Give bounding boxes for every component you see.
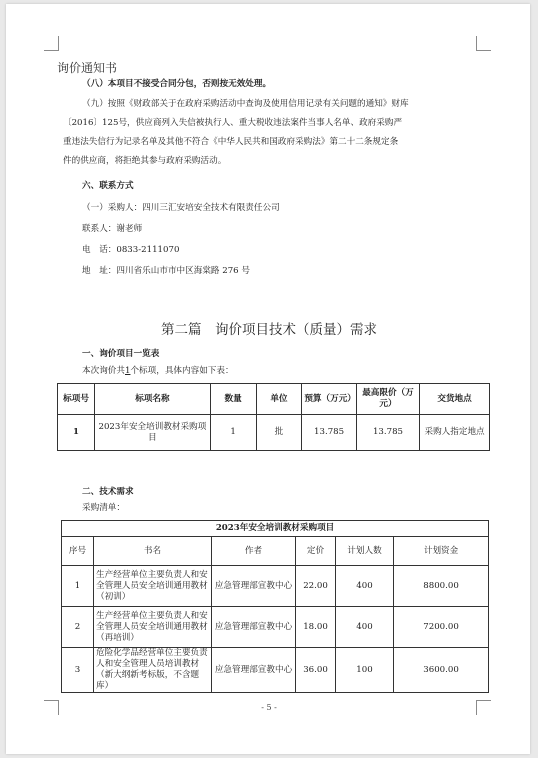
header-cell: 书名	[94, 537, 212, 566]
table-row	[62, 648, 489, 693]
contact-address: 地 址：四川省乐山市市中区海棠路 276 号	[82, 266, 250, 276]
section-1-intro: 本次询价共1个标项，具体内容如下表：	[82, 366, 234, 376]
header-cell: 最高限价（万元）	[356, 384, 419, 415]
table-caption: 2023年安全培训教材采购项目	[62, 521, 489, 537]
header-cell: 标项名称	[95, 384, 211, 415]
table-cell: 1	[210, 415, 256, 451]
table-cell: 8800.00	[394, 566, 489, 607]
page-number: - 5 -	[261, 703, 277, 712]
table-cell: 100	[336, 648, 394, 693]
table-cell: 22.00	[296, 566, 336, 607]
header-cell: 标项号	[58, 384, 95, 415]
contact-phone: 电 话：0833-2111070	[82, 245, 180, 255]
header-cell: 交货地点	[420, 384, 490, 415]
table-cell: 3	[62, 648, 94, 693]
clause-9-line-2: 〔2016〕125号，供应商列入失信被执行人、重大税收违法案件当事人名单、政府采购严	[63, 118, 403, 128]
clause-9-line-3: 重违法失信行为记录名单及其他不符合《中华人民共和国政府采购法》第二十二条规定条	[63, 137, 399, 147]
contact-buyer: （一）采购人：四川三汇安培安全技术有限责任公司	[82, 203, 280, 213]
header-cell: 数量	[210, 384, 256, 415]
header-cell: 定价	[296, 537, 336, 566]
procurement-list-table	[61, 520, 489, 693]
table-cell: 危险化学品经营单位主要负责人和安全管理人员培训教材（新大纲新考标版，不含题库）	[94, 648, 212, 693]
table-cell: 采购人指定地点	[420, 415, 490, 451]
crop-mark-top-right	[476, 36, 491, 51]
section-2-heading: 二、技术需求	[82, 487, 134, 497]
table-cell: 2	[62, 607, 94, 648]
table-cell: 应急管理部宣教中心	[212, 607, 296, 648]
procurement-list-label: 采购清单：	[82, 503, 125, 513]
table-cell: 2023年安全培训教材采购项目	[95, 415, 211, 451]
table-cell: 13.785	[356, 415, 419, 451]
part-title: 第二篇 询价项目技术（质量）需求	[161, 322, 377, 338]
table-row	[62, 566, 489, 607]
section-1-heading: 一、询价项目一览表	[82, 349, 160, 359]
clause-9-line-4: 件的供应商，将拒绝其参与政府采购活动。	[63, 156, 227, 166]
table-cell: 批	[256, 415, 302, 451]
table-header-row	[62, 537, 489, 566]
table-cell: 13.785	[302, 415, 357, 451]
header-cell: 单位	[256, 384, 302, 415]
table-cell: 生产经营单位主要负责人和安全管理人员安全培训通用教材（再培训）	[94, 607, 212, 648]
contact-heading: 六、联系方式	[82, 181, 134, 191]
crop-mark-top-left	[44, 36, 59, 51]
table-caption-row	[62, 521, 489, 537]
table-cell: 1	[58, 415, 95, 451]
contact-person: 联系人：谢老师	[82, 224, 143, 234]
clause-8: （八）本项目不接受合同分包，否则按无效处理。	[82, 79, 272, 89]
table-cell: 7200.00	[394, 607, 489, 648]
table-cell: 400	[336, 607, 394, 648]
table-cell: 应急管理部宣教中心	[212, 566, 296, 607]
header-cell: 计划人数	[336, 537, 394, 566]
header-cell: 预算（万元）	[302, 384, 357, 415]
table-cell: 18.00	[296, 607, 336, 648]
table-cell: 应急管理部宣教中心	[212, 648, 296, 693]
header-cell: 作者	[212, 537, 296, 566]
table-row	[62, 607, 489, 648]
header-cell: 序号	[62, 537, 94, 566]
table-cell: 36.00	[296, 648, 336, 693]
document-header: 询价通知书	[57, 61, 118, 75]
table-cell: 1	[62, 566, 94, 607]
clause-9-line-1: （九）按照《财政部关于在政府采购活动中查询及使用信用记录有关问题的通知》财库	[82, 99, 409, 109]
table-header-row	[58, 384, 490, 415]
header-cell: 计划资金	[394, 537, 489, 566]
table-cell: 3600.00	[394, 648, 489, 693]
table-row	[58, 415, 490, 451]
item-summary-table	[57, 383, 490, 451]
table-cell: 生产经营单位主要负责人和安全管理人员安全培训通用教材（初训）	[94, 566, 212, 607]
table-cell: 400	[336, 566, 394, 607]
